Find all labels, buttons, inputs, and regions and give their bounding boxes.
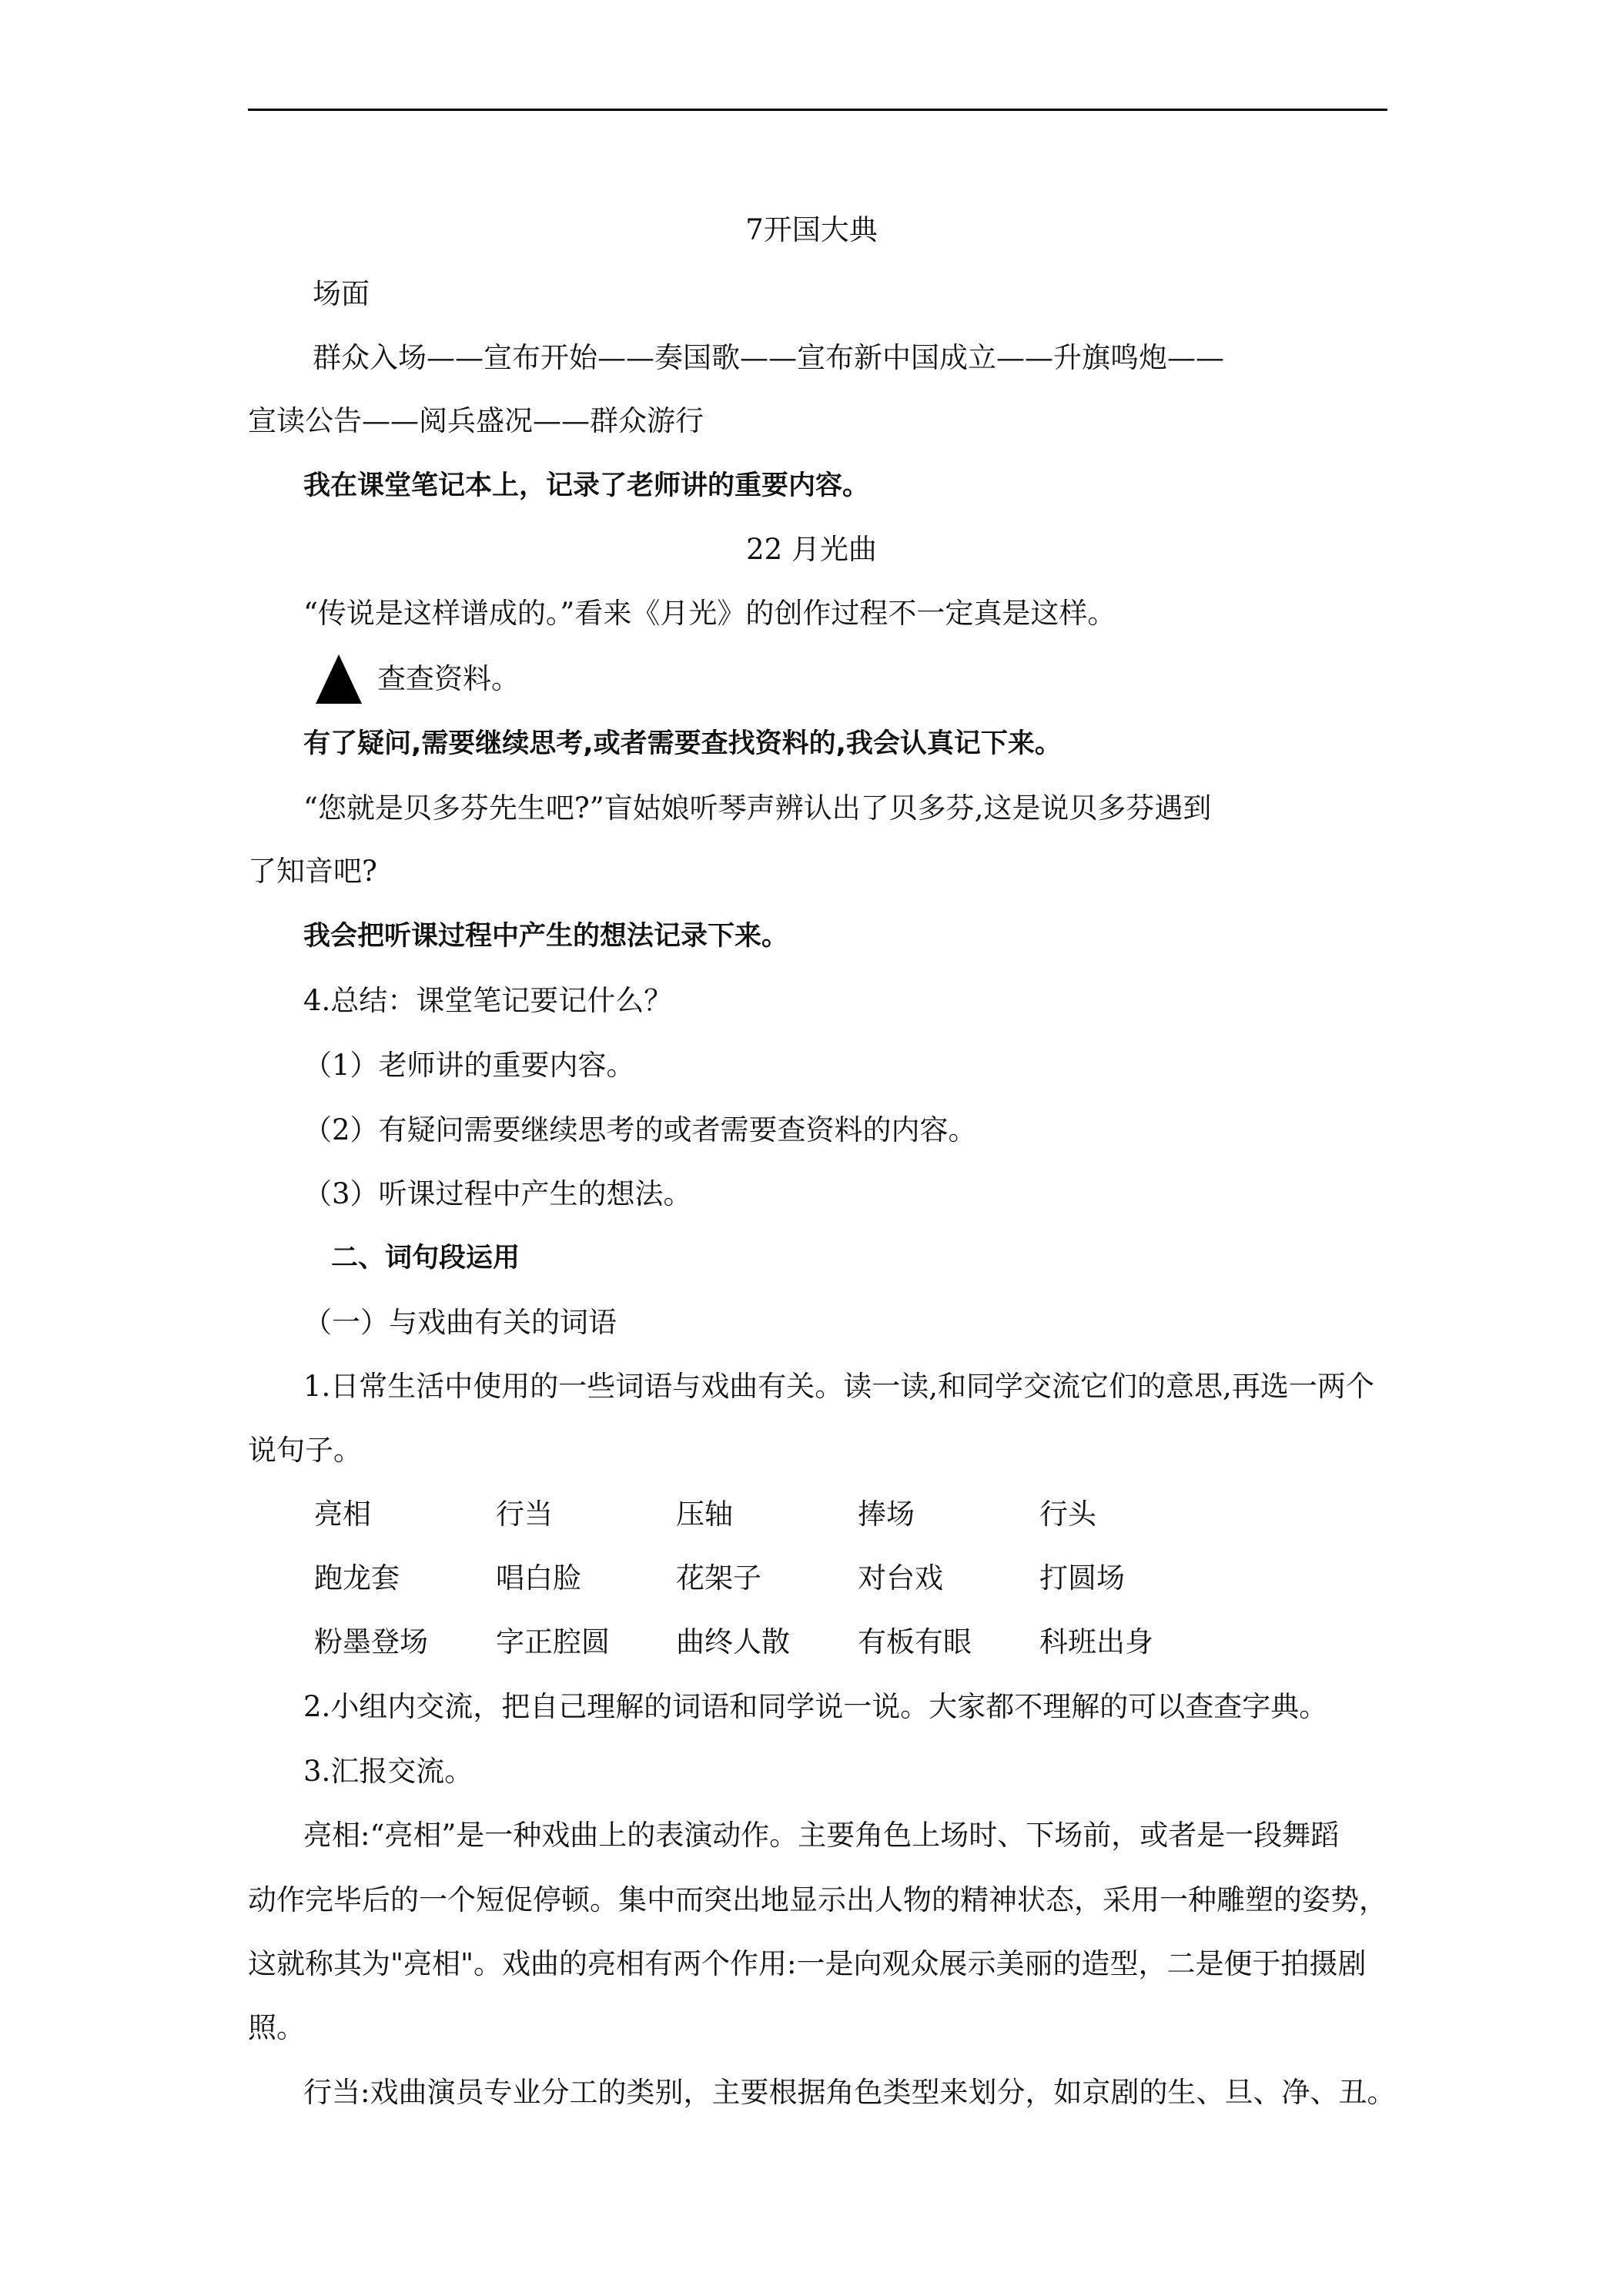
summary-item-2: （2）有疑问需要继续思考的或者需要查资料的内容。 <box>303 1113 977 1146</box>
triangle-marker-icon <box>316 654 362 704</box>
word-cell: 打圆场 <box>1039 1561 1125 1595</box>
definition-liangxiang-line-1: 亮相:“亮相”是一种戏曲上的表演动作。主要角色上场时、下场前，或者是一段舞蹈 <box>303 1819 1340 1852</box>
word-cell: 跑龙套 <box>314 1561 400 1595</box>
word-cell: 亮相 <box>314 1498 371 1531</box>
header-rule <box>248 109 1387 111</box>
word-cell: 花架子 <box>676 1561 761 1595</box>
definition-liangxiang-line-3: 这就称其为"亮相"。戏曲的亮相有两个作用:一是向观众展示美丽的造型，二是便于拍摄剧 <box>248 1947 1367 1980</box>
word-cell: 唱白脸 <box>496 1561 581 1595</box>
sequence-line-1: 群众入场——宣布开始——奏国歌——宣布新中国成立——升旗鸣炮—— <box>313 341 1224 374</box>
part2-heading: 二、词句段运用 <box>331 1243 520 1274</box>
task3: 3.汇报交流。 <box>303 1755 474 1788</box>
word-cell: 压轴 <box>676 1498 733 1531</box>
word-cell: 粉墨登场 <box>314 1625 428 1658</box>
beethoven-quote-line-2: 了知音吧? <box>248 855 377 888</box>
task1-line-2: 说句子。 <box>248 1434 362 1467</box>
sequence-line-2: 宣读公告——阅兵盛况——群众游行 <box>248 404 704 437</box>
note-questions: 有了疑问,需要继续思考,或者需要查找资料的,我会认真记下来。 <box>303 728 1062 759</box>
word-cell: 行头 <box>1039 1498 1096 1531</box>
summary-heading: 4.总结：课堂笔记要记什么？ <box>303 984 673 1017</box>
scene-label: 场面 <box>313 277 370 310</box>
word-cell: 行当 <box>496 1498 553 1531</box>
task2: 2.小组内交流，把自己理解的词语和同学说一说。大家都不理解的可以查查字典。 <box>303 1690 1328 1723</box>
summary-item-3: （3）听课过程中产生的想法。 <box>303 1177 692 1210</box>
word-cell: 字正腔圆 <box>496 1625 610 1658</box>
note-key-content: 我在课堂笔记本上，记录了老师讲的重要内容。 <box>303 470 870 501</box>
word-cell: 曲终人散 <box>676 1625 790 1658</box>
word-cell: 对台戏 <box>858 1561 943 1595</box>
definition-liangxiang-line-2: 动作完毕后的一个短促停顿。集中而突出地显示出人物的精神状态，采用一种雕塑的姿势， <box>248 1883 1387 1916</box>
marker-text: 查查资料。 <box>377 662 520 695</box>
moonlight-quote: “传说是这样谱成的。”看来《月光》的创作过程不一定真是这样。 <box>303 597 1116 630</box>
lesson22-title: 22 月光曲 <box>746 533 877 566</box>
part2-subheading: （一）与戏曲有关的词语 <box>303 1306 617 1339</box>
word-cell: 科班出身 <box>1039 1625 1153 1658</box>
word-cell: 有板有眼 <box>858 1625 972 1658</box>
task1-line-1: 1.日常生活中使用的一些词语与戏曲有关。读一读,和同学交流它们的意思,再选一两个 <box>303 1370 1374 1403</box>
definition-hangdang: 行当:戏曲演员专业分工的类别，主要根据角色类型来划分，如京剧的生、旦、净、丑。 <box>303 2076 1396 2109</box>
summary-item-1: （1）老师讲的重要内容。 <box>303 1049 635 1082</box>
word-cell: 捧场 <box>858 1498 915 1531</box>
definition-liangxiang-line-4: 照。 <box>248 2011 305 2044</box>
lesson7-title: 7开国大典 <box>745 213 878 246</box>
beethoven-quote-line-1: “您就是贝多芬先生吧?”盲姑娘听琴声辨认出了贝多芬,这是说贝多芬遇到 <box>303 792 1212 825</box>
note-ideas: 我会把听课过程中产生的想法记录下来。 <box>303 921 789 952</box>
